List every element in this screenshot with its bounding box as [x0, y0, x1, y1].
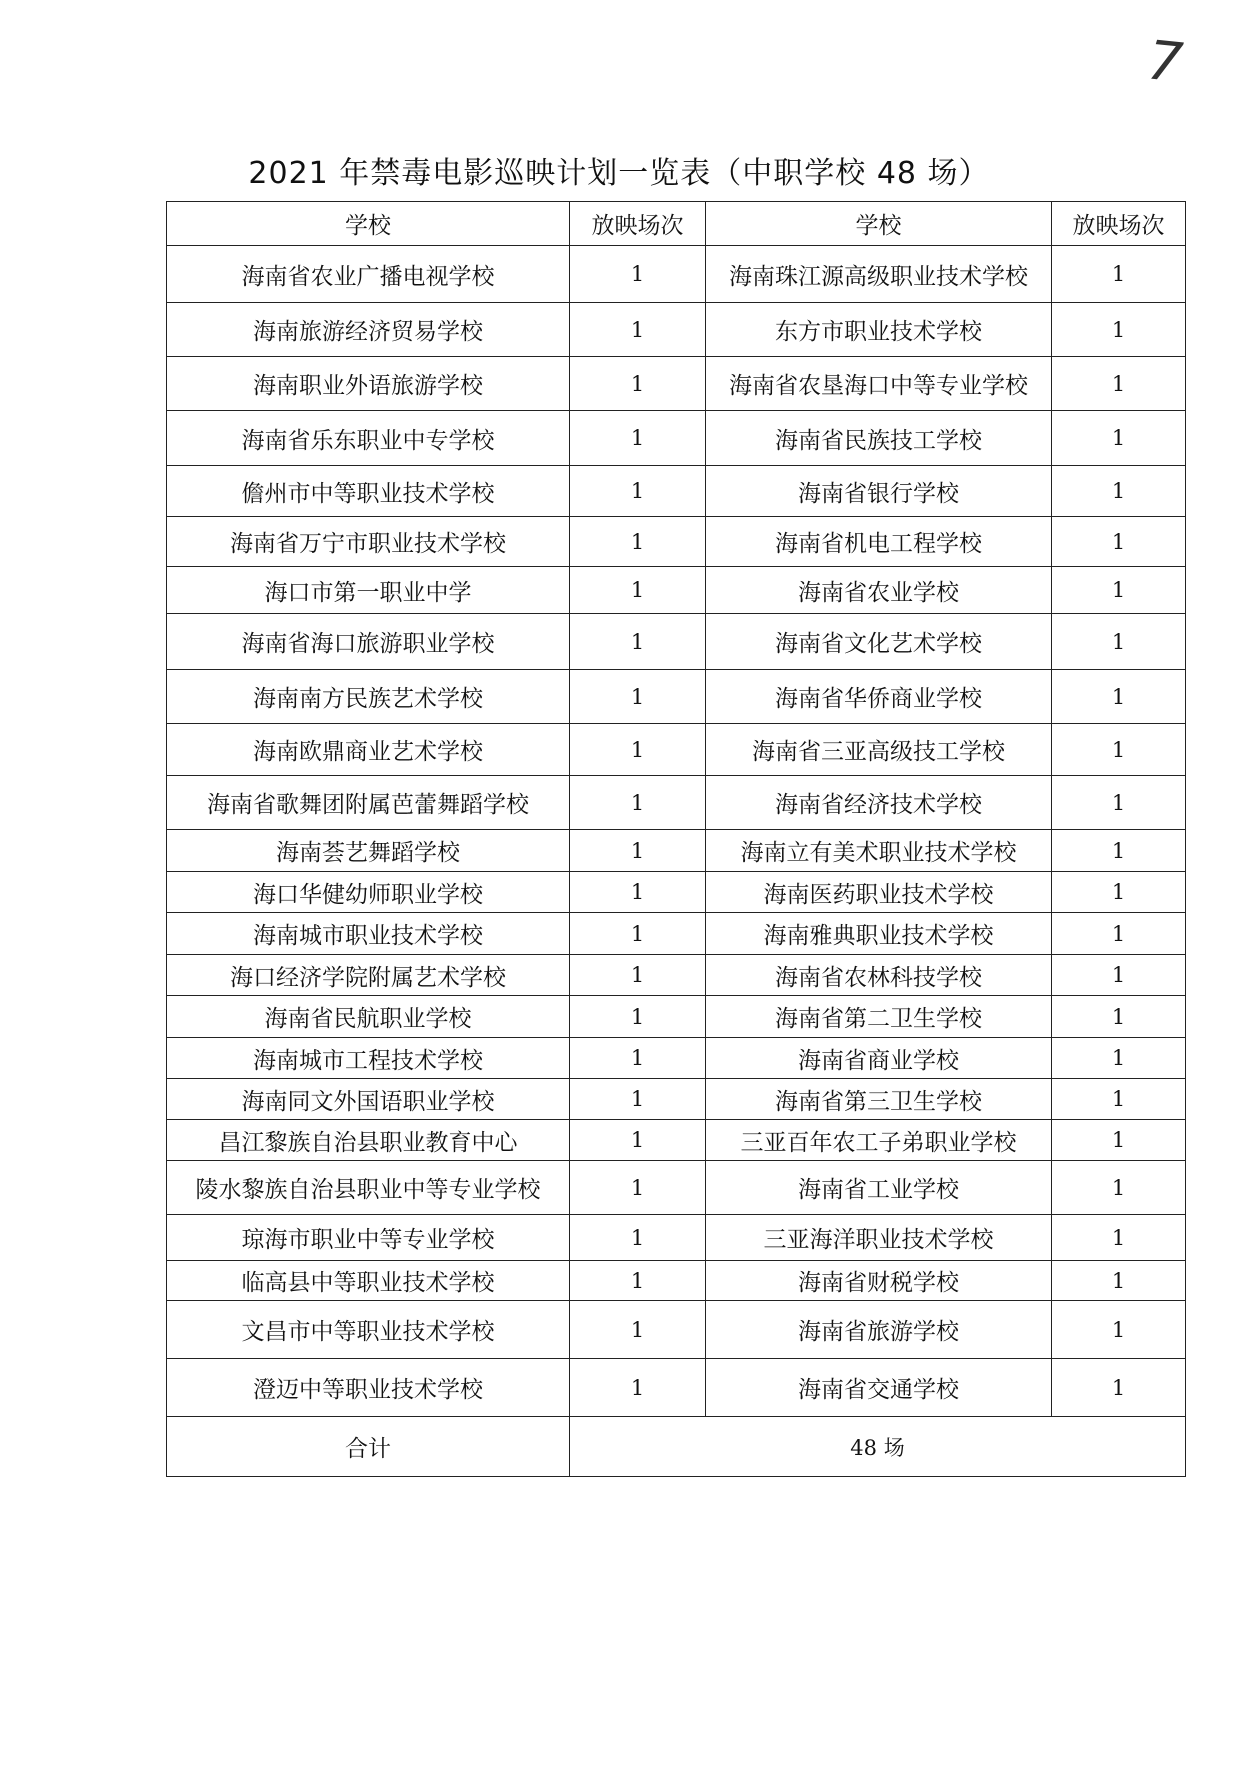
school-name-cell: 海南省工业学校: [706, 1161, 1052, 1215]
page-number: 7: [1144, 28, 1186, 95]
school-name-cell: 海南南方民族艺术学校: [167, 670, 570, 724]
school-name-cell: 海南省农垦海口中等专业学校: [706, 357, 1052, 411]
school-name-cell: 海南省第三卫生学校: [706, 1079, 1052, 1120]
school-name-cell: 临高县中等职业技术学校: [167, 1261, 570, 1301]
screening-count-cell: 1: [1052, 996, 1186, 1038]
screening-count-cell: 1: [1052, 776, 1186, 830]
school-name-cell: 东方市职业技术学校: [706, 303, 1052, 357]
school-name-cell: 海口市第一职业中学: [167, 567, 570, 614]
screening-count-cell: 1: [570, 1261, 706, 1301]
screening-count-cell: 1: [1052, 614, 1186, 670]
table-header-row: [167, 202, 1186, 246]
table-row: [167, 246, 1186, 303]
school-name-cell: 海南省华侨商业学校: [706, 670, 1052, 724]
school-name-cell: 海南省乐东职业中专学校: [167, 411, 570, 466]
screening-count-cell: 1: [1052, 830, 1186, 872]
screening-count-cell: 1: [1052, 670, 1186, 724]
school-name-cell: 儋州市中等职业技术学校: [167, 466, 570, 517]
screening-count-cell: 1: [1052, 1215, 1186, 1261]
screening-count-cell: 1: [1052, 567, 1186, 614]
table-row: [167, 955, 1186, 996]
screening-count-cell: 1: [1052, 246, 1186, 303]
school-name-cell: 海南省农业学校: [706, 567, 1052, 614]
screening-count-cell: 1: [570, 567, 706, 614]
screening-count-cell: 1: [1052, 1301, 1186, 1359]
school-name-cell: 海南省歌舞团附属芭蕾舞蹈学校: [167, 776, 570, 830]
table-row: [167, 1079, 1186, 1120]
school-name-cell: 海口华健幼师职业学校: [167, 872, 570, 913]
screening-count-cell: 1: [1052, 1161, 1186, 1215]
school-name-cell: 海南医药职业技术学校: [706, 872, 1052, 913]
table-row: [167, 1120, 1186, 1161]
screening-count-cell: 1: [1052, 466, 1186, 517]
screening-count-cell: 1: [570, 913, 706, 955]
screening-count-cell: 1: [570, 670, 706, 724]
school-name-cell: 海南职业外语旅游学校: [167, 357, 570, 411]
screening-count-cell: 1: [1052, 411, 1186, 466]
school-name-cell: 海南省财税学校: [706, 1261, 1052, 1301]
table-row: [167, 1261, 1186, 1301]
screening-count-cell: 1: [1052, 357, 1186, 411]
school-name-cell: 海南欧鼎商业艺术学校: [167, 724, 570, 776]
table-row: [167, 411, 1186, 466]
screening-count-cell: 1: [1052, 1038, 1186, 1079]
screening-count-cell: 1: [570, 1038, 706, 1079]
school-name-cell: 海南省三亚高级技工学校: [706, 724, 1052, 776]
screening-count-cell: 1: [570, 1079, 706, 1120]
screening-count-cell: 1: [570, 1359, 706, 1417]
table-row: [167, 1038, 1186, 1079]
school-name-cell: 文昌市中等职业技术学校: [167, 1301, 570, 1359]
school-name-cell: 海口经济学院附属艺术学校: [167, 955, 570, 996]
school-name-cell: 澄迈中等职业技术学校: [167, 1359, 570, 1417]
screening-count-cell: 1: [570, 614, 706, 670]
screening-count-cell: 1: [570, 357, 706, 411]
total-value: 48 场: [570, 1417, 1186, 1477]
school-name-cell: 海南省民航职业学校: [167, 996, 570, 1038]
table-row: [167, 1161, 1186, 1215]
screening-count-cell: 1: [570, 1301, 706, 1359]
school-name-cell: 三亚海洋职业技术学校: [706, 1215, 1052, 1261]
school-name-cell: 海南省旅游学校: [706, 1301, 1052, 1359]
school-name-cell: 海南省农业广播电视学校: [167, 246, 570, 303]
screening-count-cell: 1: [570, 466, 706, 517]
table-row: [167, 724, 1186, 776]
school-name-cell: 海南省民族技工学校: [706, 411, 1052, 466]
document-title: 2021 年禁毒电影巡映计划一览表（中职学校 48 场）: [248, 156, 990, 191]
table-row: [167, 614, 1186, 670]
screening-count-cell: 1: [1052, 872, 1186, 913]
table-row: [167, 1359, 1186, 1417]
table-row: [167, 776, 1186, 830]
school-name-cell: 海南珠江源高级职业技术学校: [706, 246, 1052, 303]
screening-count-cell: 1: [570, 1120, 706, 1161]
school-name-cell: 琼海市职业中等专业学校: [167, 1215, 570, 1261]
screening-count-cell: 1: [1052, 724, 1186, 776]
screening-count-cell: 1: [1052, 1261, 1186, 1301]
table-row: [167, 1301, 1186, 1359]
screening-count-cell: 1: [570, 303, 706, 357]
screening-count-cell: 1: [570, 830, 706, 872]
school-name-cell: 海南荟艺舞蹈学校: [167, 830, 570, 872]
screening-count-cell: 1: [1052, 1359, 1186, 1417]
header-school-right: 学校: [706, 202, 1052, 246]
header-count-right: 放映场次: [1052, 202, 1186, 246]
screening-plan-table: [166, 201, 1186, 1477]
screening-count-cell: 1: [570, 246, 706, 303]
school-name-cell: 海南旅游经济贸易学校: [167, 303, 570, 357]
screening-count-cell: 1: [1052, 1079, 1186, 1120]
screening-count-cell: 1: [1052, 913, 1186, 955]
table-row: [167, 357, 1186, 411]
school-name-cell: 海南省经济技术学校: [706, 776, 1052, 830]
school-name-cell: 昌江黎族自治县职业教育中心: [167, 1120, 570, 1161]
total-row: [167, 1417, 1186, 1477]
school-name-cell: 海南雅典职业技术学校: [706, 913, 1052, 955]
table-row: [167, 670, 1186, 724]
screening-count-cell: 1: [570, 1161, 706, 1215]
school-name-cell: 海南省银行学校: [706, 466, 1052, 517]
screening-count-cell: 1: [570, 996, 706, 1038]
school-name-cell: 海南省农林科技学校: [706, 955, 1052, 996]
screening-count-cell: 1: [1052, 1120, 1186, 1161]
table-row: [167, 1215, 1186, 1261]
school-name-cell: 海南省机电工程学校: [706, 517, 1052, 567]
table-row: [167, 872, 1186, 913]
screening-count-cell: 1: [570, 955, 706, 996]
header-count-left: 放映场次: [570, 202, 706, 246]
school-name-cell: 海南同文外国语职业学校: [167, 1079, 570, 1120]
screening-count-cell: 1: [570, 517, 706, 567]
screening-count-cell: 1: [570, 776, 706, 830]
school-name-cell: 海南省万宁市职业技术学校: [167, 517, 570, 567]
screening-count-cell: 1: [570, 1215, 706, 1261]
school-name-cell: 三亚百年农工子弟职业学校: [706, 1120, 1052, 1161]
table-row: [167, 913, 1186, 955]
school-name-cell: 海南省海口旅游职业学校: [167, 614, 570, 670]
table-row: [167, 996, 1186, 1038]
table-row: [167, 303, 1186, 357]
screening-count-cell: 1: [1052, 517, 1186, 567]
table-row: [167, 830, 1186, 872]
screening-count-cell: 1: [570, 724, 706, 776]
school-name-cell: 海南省第二卫生学校: [706, 996, 1052, 1038]
header-school-left: 学校: [167, 202, 570, 246]
school-name-cell: 海南城市工程技术学校: [167, 1038, 570, 1079]
screening-count-cell: 1: [570, 872, 706, 913]
school-name-cell: 海南省交通学校: [706, 1359, 1052, 1417]
total-label: 合计: [167, 1417, 570, 1477]
screening-count-cell: 1: [1052, 955, 1186, 996]
school-name-cell: 海南省商业学校: [706, 1038, 1052, 1079]
screening-count-cell: 1: [570, 411, 706, 466]
school-name-cell: 海南立有美术职业技术学校: [706, 830, 1052, 872]
school-name-cell: 海南城市职业技术学校: [167, 913, 570, 955]
school-name-cell: 陵水黎族自治县职业中等专业学校: [167, 1161, 570, 1215]
table-row: [167, 567, 1186, 614]
table-row: [167, 517, 1186, 567]
table-row: [167, 466, 1186, 517]
school-name-cell: 海南省文化艺术学校: [706, 614, 1052, 670]
screening-count-cell: 1: [1052, 303, 1186, 357]
